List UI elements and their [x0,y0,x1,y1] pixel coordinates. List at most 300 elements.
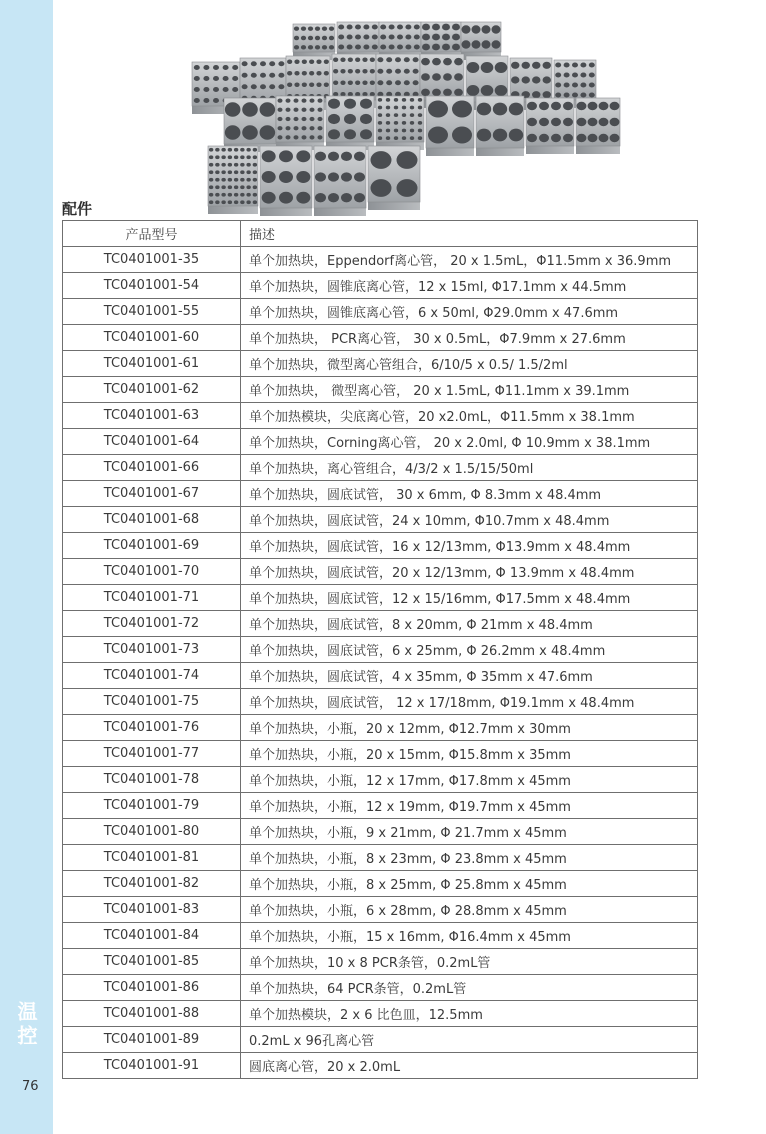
block-hole [394,98,398,102]
heating-block [293,24,335,52]
block-hole [269,84,275,89]
block-hole [404,80,410,85]
block-hole [302,98,307,102]
description-cell: 单个加热块，圆底试管，8 x 20mm, Φ 21mm x 48.4mm [241,611,698,637]
block-hole [348,69,353,73]
block-hole [301,45,306,49]
block-hole [246,185,250,189]
block-hole [372,34,378,39]
block-hole [309,60,314,64]
block-hole [310,108,315,112]
block-hole [260,102,276,116]
block-hole [511,76,519,83]
block-hole [234,193,238,197]
product-model-cell: TC0401001-72 [63,611,241,637]
table-row [63,351,698,377]
block-hole [294,135,299,139]
block-hole [410,113,414,117]
table-row [63,377,698,403]
block-hole [394,106,398,110]
block-hole [404,69,410,74]
block-hole [246,163,250,167]
block-hole [386,113,390,117]
block-hole [322,45,327,49]
block-hole [194,98,200,103]
block-hole [328,193,339,202]
block-hole [302,71,307,75]
block-hole [402,98,406,102]
block-hole [246,193,250,197]
table-row [63,819,698,845]
block-hole [223,65,229,70]
block-hole [287,83,292,87]
heating-block [276,96,324,142]
description-cell: 单个加热块，小瓶，20 x 12mm, Φ12.7mm x 30mm [241,715,698,741]
block-hole [228,193,232,197]
block-hole [386,121,390,125]
block-hole [405,44,411,49]
block-hole [278,135,283,139]
table-row [63,1027,698,1053]
block-hole [422,44,430,51]
block-hole [404,57,410,62]
block-hole [422,24,430,31]
product-model-cell: TC0401001-55 [63,299,241,325]
block-hole [253,155,257,159]
block-hole [539,118,549,127]
block-hole [377,69,383,74]
product-model-cell: TC0401001-88 [63,1001,241,1027]
block-hole [477,129,491,142]
block-hole [302,60,307,64]
page-number: 76 [22,1079,39,1094]
block-hole [555,92,561,97]
description-cell: 单个加热块，圆底试管，6 x 25mm, Φ 26.2mm x 48.4mm [241,637,698,663]
block-hole [240,193,244,197]
block-hole [355,58,360,62]
product-model-cell: TC0401001-86 [63,975,241,1001]
block-hole [527,118,537,127]
side-tab-label: 温控 [14,1001,38,1049]
description-cell: 单个加热块，Corning离心管， 20 x 2.0ml, Φ 10.9mm x 38.1mm [241,429,698,455]
block-hole [251,73,257,78]
block-hole [402,113,406,117]
block-hole [302,126,307,130]
block-hole [203,98,209,103]
block-hole [253,170,257,174]
description-cell: 单个加热块，圆底试管，20 x 12/13mm, Φ 13.9mm x 48.4mm [241,559,698,585]
block-hole [324,60,329,64]
block-hole [309,71,314,75]
block-hole [269,61,275,66]
accessories-table [62,220,698,1079]
block-hole [527,102,537,111]
block-hole [354,152,365,161]
block-hole [315,36,320,40]
block-hole [386,106,390,110]
block-hole [443,73,452,80]
block-hole [354,193,365,202]
block-hole [413,57,419,62]
product-model-cell: TC0401001-75 [63,689,241,715]
block-hole [294,71,299,75]
description-cell: 单个加热块，圆底试管，24 x 10mm, Φ10.7mm x 48.4mm [241,507,698,533]
block-hole [421,73,430,80]
block-hole [286,108,291,112]
block-hole [294,108,299,112]
block-hole [246,200,250,204]
block-hole [315,172,326,181]
block-hole [418,106,422,110]
block-hole [232,76,238,81]
block-hole [442,34,450,41]
table-row [63,871,698,897]
block-hole [286,117,291,121]
block-hole [260,61,266,66]
table-row [63,611,698,637]
description-cell: 单个加热块，圆底试管， 12 x 17/18mm, Φ19.1mm x 48.4mm [241,689,698,715]
block-hole [395,69,401,74]
description-cell: 单个加热块， 微型离心管， 20 x 1.5mL, Φ11.1mm x 39.1mm [241,377,698,403]
block-hole [355,69,360,73]
block-hole [310,126,315,130]
block-hole [418,113,422,117]
block-hole [324,83,329,87]
block-hole [580,72,586,77]
block-hole [442,24,450,31]
block-hole [328,172,339,181]
block-hole [240,170,244,174]
block-hole [432,73,441,80]
block-hole [278,98,283,102]
block-hole [318,135,323,139]
block-hole [315,193,326,202]
block-hole [260,84,266,89]
table-row [63,507,698,533]
block-hole [527,134,537,143]
block-hole [394,121,398,125]
block-hole [240,178,244,182]
block-hole [355,44,361,49]
product-model-cell: TC0401001-54 [63,273,241,299]
product-model-cell: TC0401001-35 [63,247,241,273]
block-hole [532,76,540,83]
block-hole [452,24,460,31]
block-hole [278,73,284,78]
block-hole [228,148,232,152]
block-hole [543,76,551,83]
block-hole [564,82,570,87]
block-hole [279,150,293,162]
block-hole [397,34,403,39]
block-hole [347,24,353,29]
block-hole [413,69,419,74]
block-hole [588,118,598,127]
table-row [63,247,698,273]
block-hole [240,200,244,204]
table-row [63,897,698,923]
block-hole [324,71,329,75]
block-hole [333,81,338,85]
table-row [63,533,698,559]
block-hole [347,44,353,49]
block-hole [410,129,414,133]
block-hole [221,163,225,167]
block-hole [315,26,320,30]
block-hole [580,92,586,97]
block-hole [294,26,299,30]
block-hole [397,179,418,197]
block-hole [363,34,369,39]
table-row [63,741,698,767]
block-hole [472,40,481,49]
block-hole [410,121,414,125]
block-hole [380,34,386,39]
block-hole [610,102,620,111]
section-title: 配件 [62,200,93,218]
block-hole [577,118,587,127]
block-hole [372,44,378,49]
block-hole [221,155,225,159]
description-cell: 单个加热块，圆底试管，4 x 35mm, Φ 35mm x 47.6mm [241,663,698,689]
heating-block [208,146,258,206]
block-hole [209,170,213,174]
block-hole [414,34,420,39]
block-hole [215,163,219,167]
block-hole [294,83,299,87]
table-row [63,767,698,793]
block-hole [341,193,352,202]
block-hole [262,150,276,162]
block-hole [405,34,411,39]
block-hole [240,185,244,189]
block-hole [240,148,244,152]
block-hole [225,125,241,139]
block-hole [462,25,471,34]
block-hole [294,117,299,121]
block-hole [389,44,395,49]
block-hole [551,102,561,111]
column-header-model: 产品型号 [63,221,241,247]
block-hole [443,58,452,65]
block-hole [386,69,392,74]
block-hole [246,148,250,152]
block-hole [599,118,609,127]
product-model-cell: TC0401001-66 [63,455,241,481]
block-hole [410,136,414,140]
block-hole [308,26,313,30]
block-hole [294,36,299,40]
block-hole [371,151,392,169]
product-model-cell: TC0401001-70 [63,559,241,585]
block-hole [551,118,561,127]
block-hole [418,98,422,102]
block-hole [495,62,508,73]
block-hole [402,106,406,110]
block-hole [209,185,213,189]
block-hole [564,92,570,97]
block-hole [442,44,450,51]
table-header-row [63,221,698,247]
block-hole [363,24,369,29]
block-hole [316,60,321,64]
heating-block [376,96,424,142]
block-hole [310,117,315,121]
block-hole [402,136,406,140]
block-hole [572,62,578,67]
description-cell: 单个加热块，小瓶，8 x 23mm, Φ 23.8mm x 45mm [241,845,698,871]
block-hole [302,117,307,121]
block-hole [308,45,313,49]
side-strip [0,0,53,1134]
block-hole [397,24,403,29]
block-hole [580,62,586,67]
description-cell: 单个加热块，小瓶，15 x 16mm, Φ16.4mm x 45mm [241,923,698,949]
block-hole [310,98,315,102]
block-hole [242,84,248,89]
block-hole [418,136,422,140]
block-hole [386,136,390,140]
product-model-cell: TC0401001-74 [63,663,241,689]
block-hole [209,200,213,204]
block-hole [344,129,356,139]
product-model-cell: TC0401001-76 [63,715,241,741]
block-hole [221,178,225,182]
block-hole [302,108,307,112]
block-hole [228,163,232,167]
table-row [63,793,698,819]
block-hole [344,99,356,109]
block-hole [251,61,257,66]
block-hole [328,152,339,161]
block-hole [589,92,595,97]
block-hole [413,80,419,85]
product-model-cell: TC0401001-83 [63,897,241,923]
heating-blocks-product-image [180,14,640,216]
block-hole [493,129,507,142]
table-row [63,325,698,351]
block-hole [209,193,213,197]
block-hole [588,102,598,111]
product-model-cell: TC0401001-69 [63,533,241,559]
table-row [63,845,698,871]
block-hole [221,193,225,197]
block-hole [370,58,375,62]
block-hole [370,81,375,85]
block-hole [286,126,291,130]
block-hole [482,25,491,34]
block-hole [213,87,219,92]
description-cell: 单个加热块，微型离心管组合，6/10/5 x 0.5/ 1.5/2ml [241,351,698,377]
block-hole [481,85,494,96]
product-model-cell: TC0401001-81 [63,845,241,871]
block-hole [286,135,291,139]
block-hole [234,163,238,167]
block-hole [421,89,430,96]
block-hole [213,65,219,70]
product-model-cell: TC0401001-77 [63,741,241,767]
block-hole [492,40,501,49]
block-hole [492,25,501,34]
description-cell: 0.2mL x 96孔离心管 [241,1027,698,1053]
block-hole [203,76,209,81]
block-hole [232,65,238,70]
product-model-cell: TC0401001-82 [63,871,241,897]
block-hole [462,40,471,49]
block-hole [315,152,326,161]
block-hole [286,98,291,102]
block-hole [378,129,382,133]
block-hole [386,57,392,62]
block-hole [509,129,523,142]
block-hole [452,127,472,144]
block-hole [318,126,323,130]
block-hole [340,58,345,62]
block-hole [452,34,460,41]
block-hole [253,148,257,152]
block-hole [454,89,463,96]
block-hole [329,26,334,30]
block-hole [378,98,382,102]
block-hole [551,134,561,143]
block-hole [234,200,238,204]
block-hole [203,87,209,92]
block-hole [572,82,578,87]
block-hole [599,134,609,143]
block-hole [316,71,321,75]
block-hole [410,98,414,102]
block-hole [262,192,276,204]
product-model-cell: TC0401001-71 [63,585,241,611]
description-cell: 单个加热块，小瓶，12 x 19mm, Φ19.7mm x 45mm [241,793,698,819]
block-hole [318,108,323,112]
block-hole [260,73,266,78]
block-hole [269,73,275,78]
block-hole [341,152,352,161]
block-hole [543,62,551,69]
block-hole [215,155,219,159]
block-hole [348,81,353,85]
block-hole [296,192,310,204]
block-hole [378,113,382,117]
block-hole [355,81,360,85]
block-hole [354,172,365,181]
block-hole [278,108,283,112]
block-hole [362,58,367,62]
block-hole [344,114,356,124]
block-hole [221,200,225,204]
block-hole [316,83,321,87]
block-hole [362,69,367,73]
block-hole [588,134,598,143]
block-hole [421,58,430,65]
block-hole [380,44,386,49]
block-hole [242,102,258,116]
table-row [63,949,698,975]
block-hole [253,178,257,182]
block-hole [589,62,595,67]
block-hole [467,62,480,73]
block-hole [318,98,323,102]
product-model-cell: TC0401001-79 [63,793,241,819]
block-hole [228,185,232,189]
block-hole [347,34,353,39]
block-hole [452,101,472,118]
block-hole [532,91,540,98]
product-model-cell: TC0401001-60 [63,325,241,351]
column-header-description: 描述 [241,221,698,247]
block-hole [360,114,372,124]
